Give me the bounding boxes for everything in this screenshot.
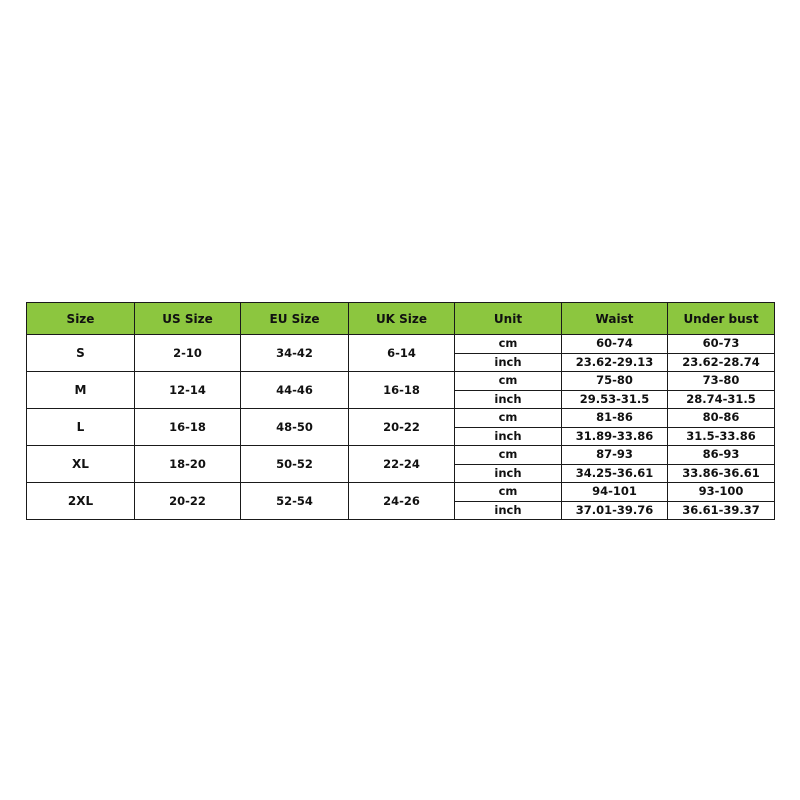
- uk-size-cell: 22-24: [349, 446, 455, 483]
- eu-size-cell: 48-50: [241, 409, 349, 446]
- under-bust-cell: 60-73: [668, 335, 775, 354]
- table-header: [27, 303, 775, 335]
- us-size-cell: 2-10: [135, 335, 241, 372]
- us-size-cell: 16-18: [135, 409, 241, 446]
- size-cell: S: [27, 335, 135, 372]
- unit-cell: cm: [455, 409, 562, 428]
- header-uk-size: UK Size: [349, 303, 455, 335]
- uk-size-cell: 20-22: [349, 409, 455, 446]
- size-cell: 2XL: [27, 483, 135, 520]
- size-chart-table: [26, 302, 775, 520]
- unit-cell: cm: [455, 446, 562, 465]
- waist-cell: 94-101: [562, 483, 668, 502]
- uk-size-cell: 6-14: [349, 335, 455, 372]
- waist-cell: 75-80: [562, 372, 668, 391]
- table-row: [27, 409, 775, 428]
- table-row: [27, 335, 775, 354]
- table-row: [27, 446, 775, 465]
- eu-size-cell: 34-42: [241, 335, 349, 372]
- waist-cell: 37.01-39.76: [562, 501, 668, 520]
- header-waist: Waist: [562, 303, 668, 335]
- uk-size-cell: 16-18: [349, 372, 455, 409]
- size-cell: M: [27, 372, 135, 409]
- header-eu-size: EU Size: [241, 303, 349, 335]
- uk-size-cell: 24-26: [349, 483, 455, 520]
- under-bust-cell: 73-80: [668, 372, 775, 391]
- unit-cell: inch: [455, 464, 562, 483]
- under-bust-cell: 93-100: [668, 483, 775, 502]
- under-bust-cell: 86-93: [668, 446, 775, 465]
- waist-cell: 87-93: [562, 446, 668, 465]
- waist-cell: 31.89-33.86: [562, 427, 668, 446]
- header-unit: Unit: [455, 303, 562, 335]
- header-us-size: US Size: [135, 303, 241, 335]
- table-row: [27, 483, 775, 502]
- us-size-cell: 12-14: [135, 372, 241, 409]
- table-row: [27, 372, 775, 391]
- waist-cell: 29.53-31.5: [562, 390, 668, 409]
- under-bust-cell: 31.5-33.86: [668, 427, 775, 446]
- under-bust-cell: 36.61-39.37: [668, 501, 775, 520]
- waist-cell: 34.25-36.61: [562, 464, 668, 483]
- unit-cell: cm: [455, 372, 562, 391]
- table-body: [27, 335, 775, 520]
- size-cell: XL: [27, 446, 135, 483]
- unit-cell: cm: [455, 483, 562, 502]
- eu-size-cell: 52-54: [241, 483, 349, 520]
- waist-cell: 23.62-29.13: [562, 353, 668, 372]
- us-size-cell: 18-20: [135, 446, 241, 483]
- unit-cell: inch: [455, 353, 562, 372]
- header-under-bust: Under bust: [668, 303, 775, 335]
- header-row: [27, 303, 775, 335]
- under-bust-cell: 80-86: [668, 409, 775, 428]
- unit-cell: cm: [455, 335, 562, 354]
- header-size: Size: [27, 303, 135, 335]
- waist-cell: 81-86: [562, 409, 668, 428]
- waist-cell: 60-74: [562, 335, 668, 354]
- unit-cell: inch: [455, 427, 562, 446]
- under-bust-cell: 23.62-28.74: [668, 353, 775, 372]
- unit-cell: inch: [455, 501, 562, 520]
- under-bust-cell: 28.74-31.5: [668, 390, 775, 409]
- under-bust-cell: 33.86-36.61: [668, 464, 775, 483]
- unit-cell: inch: [455, 390, 562, 409]
- size-cell: L: [27, 409, 135, 446]
- eu-size-cell: 50-52: [241, 446, 349, 483]
- eu-size-cell: 44-46: [241, 372, 349, 409]
- us-size-cell: 20-22: [135, 483, 241, 520]
